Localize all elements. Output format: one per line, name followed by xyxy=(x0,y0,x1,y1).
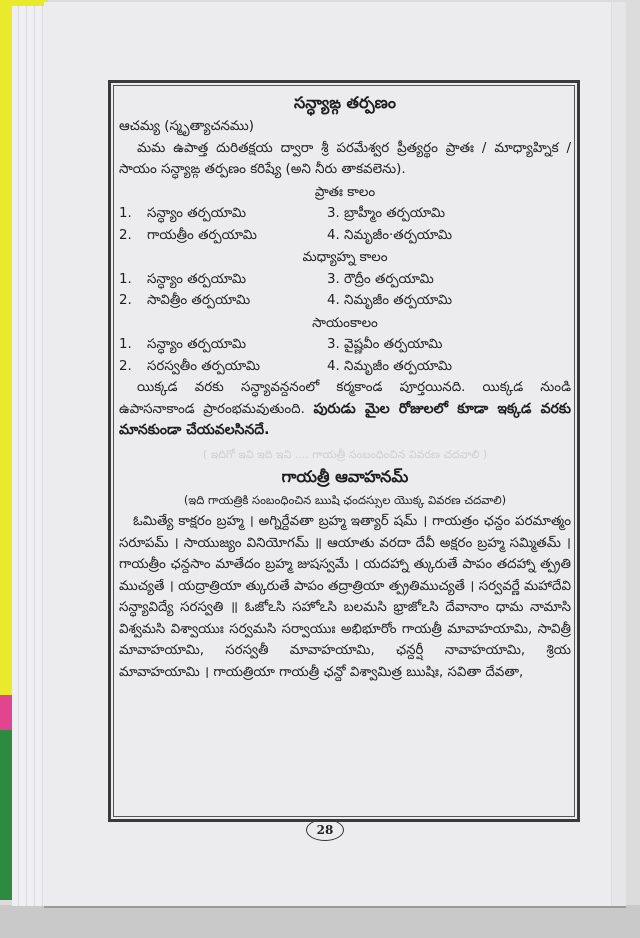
list-item: 4. నిమృజీం తర్పయామి xyxy=(327,358,453,374)
list-item: 2. సరస్వతీం తర్పయామి xyxy=(119,358,261,374)
page-stack-edge xyxy=(12,6,47,906)
section-madhyahna xyxy=(119,247,571,312)
book-page xyxy=(44,2,626,908)
section-pratah xyxy=(119,182,571,247)
closing-paragraph: యిక్కడ వరకు సన్ధ్యావన్దనంలో కర్మకాండ పూర్తయినది. యిక్కడ నుండి ఉపాసనాకాండ ప్రారంభమవుతుంది. పురుడు మైల రోజులలో కూడా ఇక్కడ వరకు మానకుండా చేయవలసినదే. xyxy=(119,380,571,438)
list-item: 1. సన్ధ్యాం తర్పయామి xyxy=(119,271,246,287)
section-note: (ఇది గాయత్రికి సంబంధించిన ఋషి ఛందస్సుల యొక్క వివరణ చదవాలి) xyxy=(183,492,507,507)
page-title: సన్ధ్యాఙ్గ తర్పణం xyxy=(294,93,396,112)
sankalpa-paragraph: మమ ఉపాత్త దురితక్షయ ద్వారా శ్రీ పరమేశ్వర ప్రీత్యర్థం ప్రాతః / మాధ్యాహ్నిక / సాయం సన్ధ్యాఙ్గ తర్పణం కరిష్యే (అని నీరు తాకవలెను). xyxy=(119,140,571,177)
list-item: 2. సావిత్రీం తర్పయామి xyxy=(119,293,251,308)
closing-emphasis: పురుడు మైల రోజులలో కూడా ఇక్కడ వరకు మానకుండా చేయవలసినదే. xyxy=(119,400,571,438)
page-right-edge xyxy=(611,2,626,906)
section-heading: ప్రాతః కాలం xyxy=(314,184,376,200)
section-title-gayatri-avahanam: గాయత్రీ ఆవాహనమ్ xyxy=(281,466,409,486)
text-frame xyxy=(108,80,580,822)
achamya-line: ఆచమ్య (స్మృత్యాచనము) xyxy=(119,119,254,134)
mantra-paragraph: ఓమిత్యే కాక్షరం బ్రహ్మ । అగ్నిర్దేవతా బ్రహ్మ ఇత్యార్ షమ్ । గాయత్రం ఛన్దం పరమాత్మం సరూపమ్ । సాయుజ్యం వినియోగమ్ ॥ ఆయాతు వరదా దేవీ అక్షరం బ్రహ్మ సమ్మితమ్ । గాయత్రీం ఛన్దసాం మాతేదం బ్రహ్మ జుషస్వమే । యదహ్నా త్కురుతే పాపం తదహ్నా త్ప్రతి ముచ్యతే । యద్రాత్రియా త్కురుతే పాపం తద్రాత్రియా త్ప్రతిముచ్యతే । సర్వవర్ణే మహాదేవి సన్ధ్యావిద్యే సరస్వతి ॥ ఓజోఽసి సహోఽసి బలమసి భ్రాజోఽసి దేవానాం ధామ నామాసి విశ్వమసి విశ్వాయుః సర్వమసి సర్వాయుః అభిభూరోం గాయత్రీ మావాహయామి, సావిత్రీ మావాహయామి, సరస్వతీ మావాహయామి, ఛన్దర్షీ నావాహయామి, శ్రియ మావాహయామి । గాయత్రియా గాయత్రీ ఛన్దో విశ్వామిత్ర ఋషిః, సవితా దేవతా, xyxy=(119,514,571,680)
list-item: 1. సన్ధ్యాం తర్పయామి xyxy=(119,337,246,352)
section-heading: సాయంకాలం xyxy=(312,315,378,331)
show-through-text: ( ఇదిగో ఇవి ఇది ఇవి .... గాయత్రీ సంబంధించిన వివరణ చదవాలి ) xyxy=(202,447,488,461)
section-heading: మధ్యాహ్న కాలం xyxy=(302,250,388,265)
list-item: 4. నిమృజీం తర్పయామి xyxy=(327,293,453,308)
list-item: 4. నిమృజీం·తర్పయామి xyxy=(327,227,453,243)
list-item: 2. గాయత్రీం తర్పయామి xyxy=(119,227,257,243)
list-item: 3. వైష్ణవీం తర్పయామి xyxy=(327,337,443,352)
scanner-background xyxy=(0,905,640,938)
list-item: 3. బ్రాహ్మీం తర్పయామి xyxy=(327,206,446,221)
list-item: 1. సన్ధ్యాం తర్పయామి xyxy=(119,206,246,221)
page-content xyxy=(119,91,571,683)
list-item: 3. రౌద్రీం తర్పయామి xyxy=(327,271,434,287)
page-number: 28 xyxy=(306,819,344,841)
section-sayam xyxy=(119,313,571,378)
